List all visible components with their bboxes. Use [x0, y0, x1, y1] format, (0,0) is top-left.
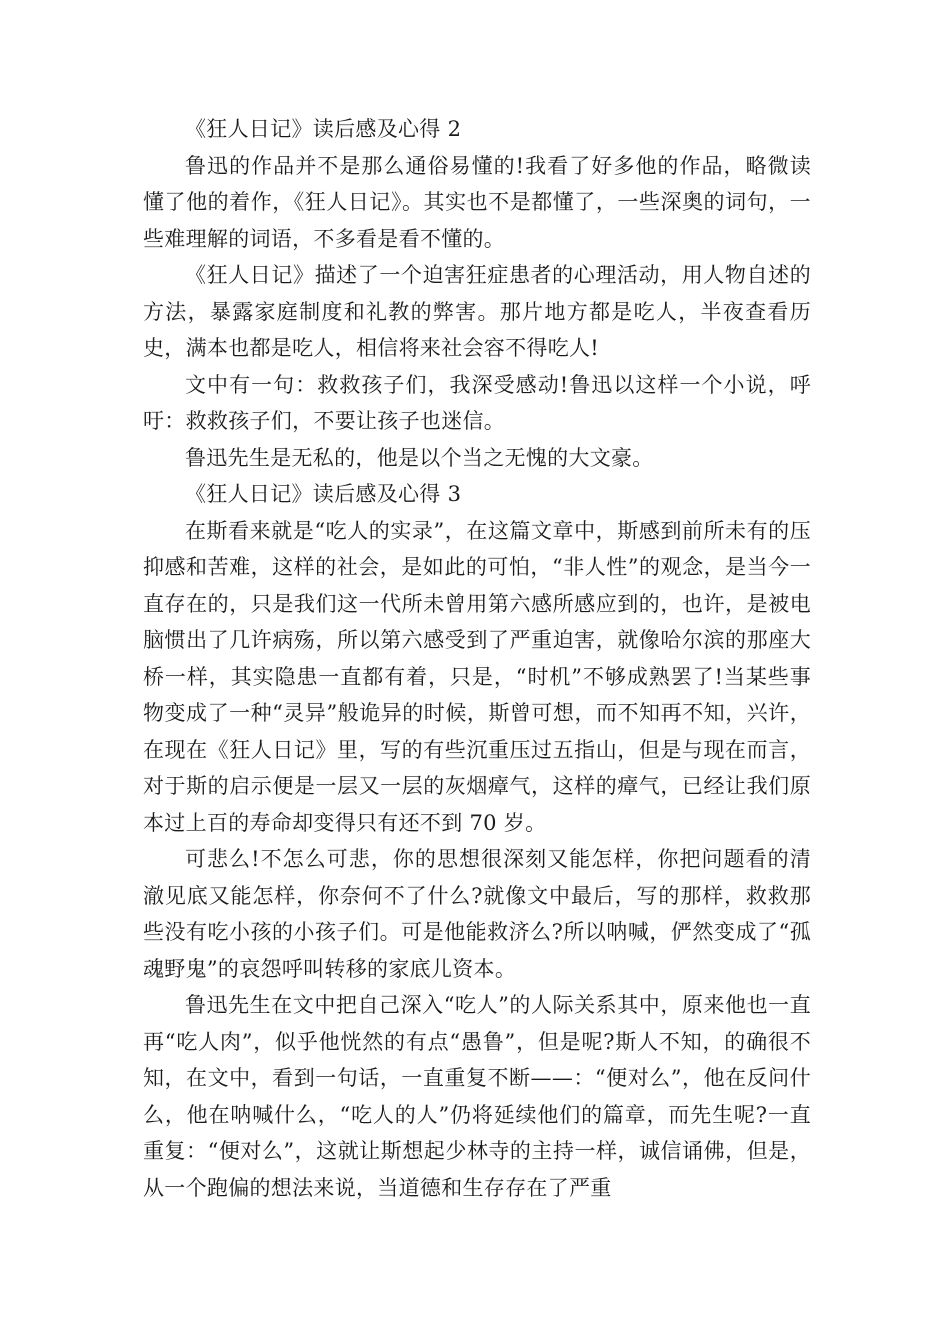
paragraph: 《狂人日记》描述了一个迫害狂症患者的心理活动，用人物自述的方法，暴露家庭制度和礼教的弊害。那片地方都是吃人，半夜查看历史，满本也都是吃人，相信将来社会容不得吃人! [143, 263, 811, 360]
paragraph: 鲁迅先生在文中把自己深入“吃人”的人际关系其中，原来他也一直再“吃人肉”，似乎他恍然的有点“愚鲁”，但是呢?斯人不知，的确很不知，在文中，看到一句话，一直重复不断——：“便对么”，他在反问什么，他在呐喊什么，“吃人的人”仍将延续他们的篇章，而先生呢?一直重复：“便对么”，这就让斯想起少林寺的主持一样，诚信诵佛，但是，从一个跑偏的想法来说，当道德和生存存在了严重 [143, 993, 811, 1200]
paragraph: 鲁迅先生是无私的，他是以个当之无愧的大文豪。 [185, 445, 654, 470]
section-heading-2: 《狂人日记》读后感及心得 2 [185, 117, 462, 141]
paragraph: 文中有一句：救救孩子们，我深受感动!鲁迅以这样一个小说，呼吁：救救孩子们，不要让孩子也迷信。 [143, 372, 811, 433]
document-body [143, 111, 811, 1206]
section-heading-3: 《狂人日记》读后感及心得 3 [185, 482, 462, 506]
paragraph: 在斯看来就是“吃人的实录”，在这篇文章中，斯感到前所未有的压抑感和苦难，这样的社会，是如此的可怕，“非人性”的观念，是当今一直存在的，只是我们这一代所未曾用第六感所感应到的，也许，是被电脑惯出了几许病殇，所以第六感受到了严重迫害，就像哈尔滨的那座大桥一样，其实隐患一直都有着，只是，“时机”不够成熟罢了!当某些事物变成了一种“灵异”般诡异的时候，斯曾可想，而不知再不知，兴许，在现在《狂人日记》里，写的有些沉重压过五指山，但是与现在而言，对于斯的启示便是一层又一层的灰烟瘴气，这样的瘴气，已经让我们原本过上百的寿命却变得只有还不到 70 岁。 [143, 518, 811, 835]
paragraph: 可悲么!不怎么可悲，你的思想很深刻又能怎样，你把问题看的清澈见底又能怎样，你奈何不了什么?就像文中最后，写的那样，救救那些没有吃小孩的小孩子们。可是他能救济么?所以呐喊，俨然变成了“孤魂野鬼”的哀怨呼叫转移的家底儿资本。 [143, 847, 811, 981]
paragraph: 鲁迅的作品并不是那么通俗易懂的!我看了好多他的作品，略微读懂了他的着作，《狂人日记》。其实也不是都懂了，一些深奥的词句，一些难理解的词语，不多看是看不懂的。 [143, 153, 811, 251]
